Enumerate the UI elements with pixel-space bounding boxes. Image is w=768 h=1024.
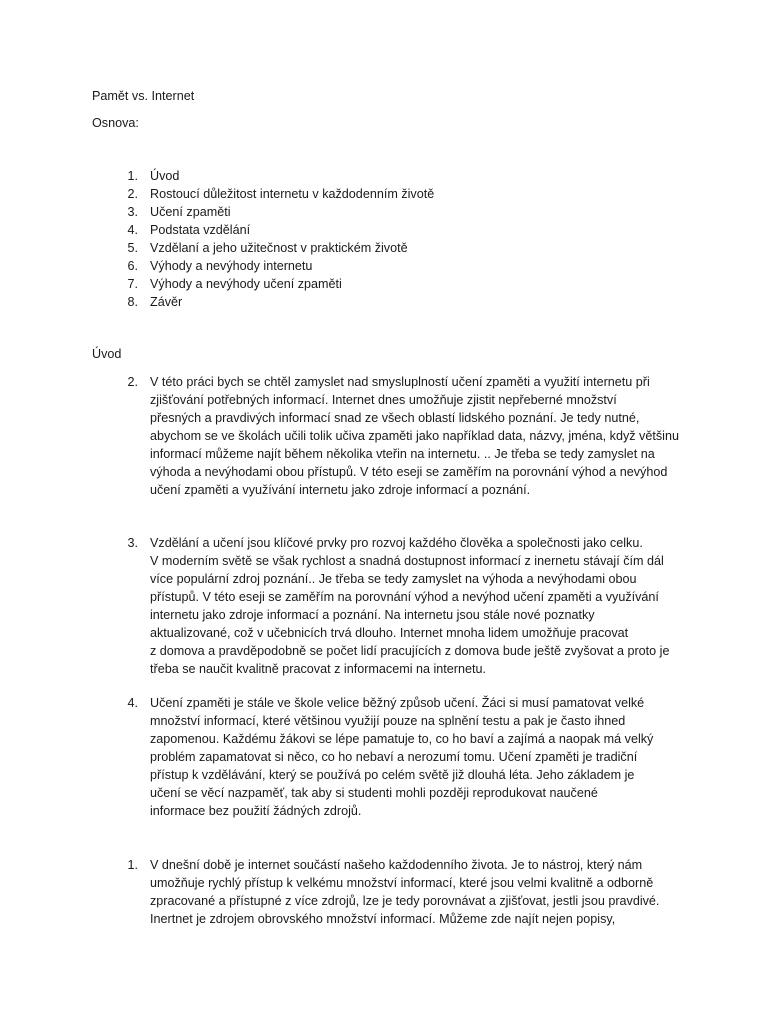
paragraph-line: zjišťování potřebných informací. Internet dnes umožňuje zjistit nepřeberné množství: [150, 393, 617, 407]
paragraph-line: informace bez použití žádných zdrojů.: [150, 804, 362, 818]
paragraph: [112, 856, 672, 928]
outline-item-text: Učení zpaměti: [150, 205, 231, 219]
paragraph-line: více populární zdroj poznání.. Je třeba se tedy zamyslet na výhoda a nevýhodami obou: [150, 572, 637, 586]
paragraph-line: množství informací, které většinou využijí pouze na splnění testu a pak je často ihned: [150, 714, 626, 728]
outline-item-text: Vzdělaní a jeho užitečnost v praktickém životě: [150, 241, 408, 255]
paragraph-line: informací můžeme najít během několika vteřin na internetu. .. Je třeba se tedy zamyslet na: [150, 447, 655, 461]
outline-list: [112, 167, 434, 311]
outline-item-number: 5.: [127, 241, 138, 255]
outline-item: [112, 239, 434, 257]
paragraph-number: 3.: [127, 536, 138, 550]
outline-item-text: Úvod: [150, 169, 180, 183]
paragraph-line: přesných a pravdivých informací snad ze všech oblastí lidského poznání. Je tedy nutné,: [150, 411, 640, 425]
outline-item-number: 4.: [127, 223, 138, 237]
paragraph-line: přístupů. V této eseji se zaměřím na porovnání výhod a nevýhod učení zpaměti a využívání: [150, 590, 659, 604]
outline-item-number: 8.: [127, 295, 138, 309]
outline-item: [112, 293, 434, 311]
paragraph-line: aktualizované, což v učebnicích trvá dlouho. Internet mnoha lidem umožňuje pracovat: [150, 626, 629, 640]
paragraph-line: z domova a pravděpodobně se počet lidí pracujících z domova bude ještě zvyšovat a proto je: [150, 644, 670, 658]
outline-item: [112, 275, 434, 293]
section-heading: Úvod: [92, 347, 122, 361]
outline-item: [112, 221, 434, 239]
paragraph: [112, 534, 672, 678]
paragraph-line: učení zpaměti a využívání internetu jako zdroje informací a poznání.: [150, 483, 531, 497]
outline-item-number: 1.: [127, 169, 138, 183]
paragraph: [112, 373, 679, 499]
outline-item-text: Podstata vzdělání: [150, 223, 251, 237]
document-title: Pamět vs. Internet: [92, 89, 195, 103]
paragraph-body: [150, 694, 672, 820]
paragraph-line: třeba se naučit kvalitně pracovat z informacemi na internetu.: [150, 662, 487, 676]
outline-item-number: 7.: [127, 277, 138, 291]
paragraph-line: výhoda a nevýhodami obou přístupů. V této eseji se zaměřím na porovnání výhod a nevýhod: [150, 465, 668, 479]
outline-item: [112, 167, 434, 185]
outline-item-text: Výhody a nevýhody učení zpaměti: [150, 277, 342, 291]
paragraph-line: zapomenou. Každému žákovi se lépe pamatuje to, co ho baví a zajímá a naopak má velký: [150, 732, 654, 746]
paragraph-line: učení se věcí nazpaměť, tak aby si studenti mohli později reprodukovat naučené: [150, 786, 598, 800]
paragraph-line: problém zapamatovat si něco, co ho nebaví a nerozumí tomu. Učení zpaměti je tradiční: [150, 750, 638, 764]
paragraph-number: 2.: [127, 375, 138, 389]
paragraph-number: 4.: [127, 696, 138, 710]
paragraph-body: [150, 856, 672, 928]
paragraph-line: abychom se ve školách učili tolik učiva zpaměti jako například data, názvy, jména, když většinu: [150, 429, 679, 443]
outline-item: [112, 185, 434, 203]
paragraph-line: Inertnet je zdrojem obrovského množství informací. Můžeme zde najít nejen popisy,: [150, 912, 616, 926]
paragraph-line: přístup k vzdělávání, který se používá po celém světě již dlouhá léta. Jeho základem je: [150, 768, 635, 782]
outline-item-number: 3.: [127, 205, 138, 219]
outline-item-number: 2.: [127, 187, 138, 201]
paragraph-body: [150, 534, 672, 678]
paragraph-line: Učení zpaměti je stále ve škole velice běžný způsob učení. Žáci si musí pamatovat velké: [150, 696, 645, 710]
paragraph-line: internetu jako zdroje informací a poznání. Na internetu jsou stále nové poznatky: [150, 608, 595, 622]
paragraph-number: 1.: [127, 858, 138, 872]
paragraph-line: umožňuje rychlý přístup k velkému množství informací, které jsou velmi kvalitně a odborně: [150, 876, 654, 890]
paragraph-line: Vzdělání a učení jsou klíčové prvky pro rozvoj každého člověka a společnosti jako celku.: [150, 536, 643, 550]
paragraph: [112, 694, 672, 820]
outline-item: [112, 203, 434, 221]
outline-item-text: Rostoucí důležitost internetu v každodenním životě: [150, 187, 435, 201]
outline-item-text: Výhody a nevýhody internetu: [150, 259, 313, 273]
paragraph-line: V moderním světě se však rychlost a snadná dostupnost informací z inernetu stávají čím dál: [150, 554, 664, 568]
outline-label: Osnova:: [92, 116, 139, 130]
outline-item-number: 6.: [127, 259, 138, 273]
paragraph-line: zpracované a přístupné z více zdrojů, lze je tedy porovnávat a zjišťovat, jestli jsou pravdivé.: [150, 894, 660, 908]
paragraph-line: V této práci bych se chtěl zamyslet nad smysluplností učení zpaměti a využití internetu při: [150, 375, 650, 389]
outline-item: [112, 257, 434, 275]
outline-item-text: Závěr: [150, 295, 183, 309]
paragraph-line: V dnešní době je internet součástí našeho každodenního života. Je to nástroj, který nám: [150, 858, 643, 872]
paragraph-body: [150, 373, 679, 499]
